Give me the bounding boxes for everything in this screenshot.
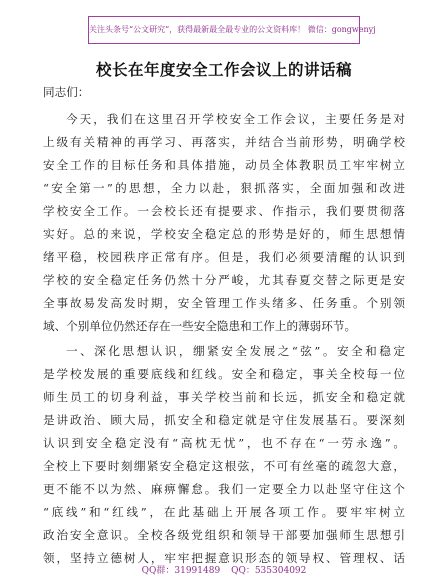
footer-contact <box>0 563 448 576</box>
salutation: 同志们： <box>43 85 90 99</box>
paragraph-line: 学校安全工作。一会校长还有提要求、作指示，我们要贯彻落 <box>43 204 405 218</box>
paragraph-line: 上级有关精神的再学习、再落实，并结合当前形势，明确学校 <box>43 135 405 149</box>
paragraph-line: 全事故易发高发时期，安全管理工作头绪多、任务重。个别领 <box>43 296 405 310</box>
paragraph-line: 实好。总的来说，学校安全稳定总的形势是好的，师生思想情 <box>43 227 405 241</box>
paragraph-line: 师生员工的切身利益，事关学校当前和长远，抓安全和稳定就 <box>43 390 405 404</box>
paragraph-line: 全校上下要时刻绷紧安全稳定这根弦，不可有丝毫的疏忽大意， <box>43 459 405 473</box>
paragraph-line: 绪平稳，校园秩序正常有序。但是，我们必须要清醒的认识到 <box>43 250 405 264</box>
paragraph-line: 安全工作的目标任务和具体措施，动员全体教职员工牢牢树立 <box>43 158 405 172</box>
paragraph-line: “底线”和“红线”，在此基础上开展各项工作。要牢牢树立 <box>43 505 405 519</box>
footer-qq: QQ：535304092 <box>231 566 307 576</box>
promo-banner <box>88 16 376 44</box>
paragraph-line: 更不能不以为然、麻痹懈怠。我们一定要全力以赴坚守住这个 <box>43 482 405 496</box>
footer-qq-group: QQ群：31991489 <box>141 566 221 576</box>
paragraph-line: 域、个别单位仍然还存在一些安全隐患和工作上的薄弱环节。 <box>43 319 357 333</box>
promo-banner-text: 关注头条号“公文研究”，获得最新最全最专业的公文资料库！ 微信：gongwenyj <box>89 25 376 34</box>
paragraph-line: 领，坚持立德树人，牢牢把握意识形态的领导权、管理权、话 <box>43 551 405 565</box>
paragraph-line: 政治安全意识。全校各级党组织和领导干部要加强师生思想引 <box>43 528 405 542</box>
paragraph-line: 是学校发展的重要底线和红线。安全和稳定，事关全校每一位 <box>43 367 405 381</box>
paragraph-line: 学校的安全稳定任务仍然十分严峻，尤其春夏交替之际更是安 <box>43 273 405 287</box>
paragraph-line: 今天，我们在这里召开学校安全工作会议，主要任务是对 <box>66 112 405 126</box>
paragraph-line: “安全第一”的思想，全力以赴，狠抓落实，全面加强和改进 <box>43 181 405 195</box>
paragraph-line: 一、深化思想认识，绷紧安全发展之“弦”。安全和稳定 <box>66 344 405 358</box>
paragraph-line: 认识到安全稳定没有“高枕无忧”，也不存在“一劳永逸”。 <box>43 436 405 450</box>
document-title: 校长在年度安全工作会议上的讲话稿 <box>95 61 352 79</box>
paragraph-line: 是讲政治、顾大局，抓安全和稳定就是守住发展基石。要深刻 <box>43 413 405 427</box>
